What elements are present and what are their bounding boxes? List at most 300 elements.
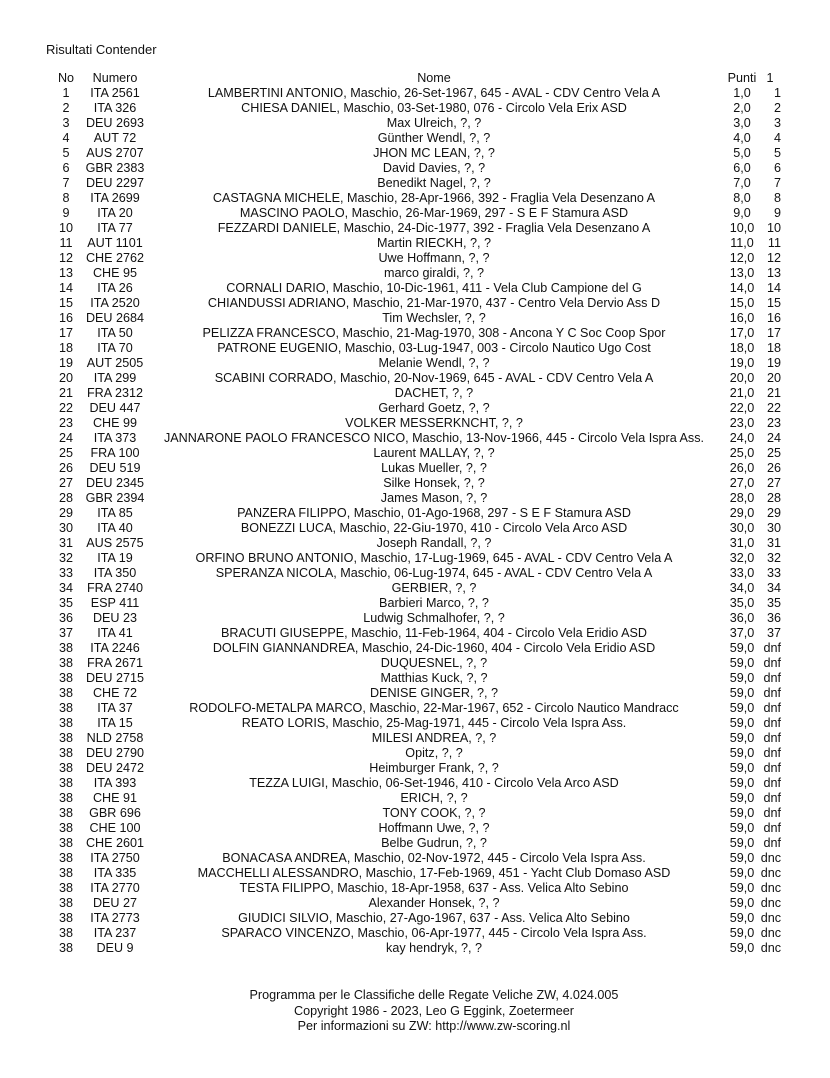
row-nome: Tim Wechsler, ?, ? [382, 311, 486, 325]
row-punti: 31,0 [729, 536, 755, 550]
row-numero: DEU 447 [89, 401, 141, 415]
row-punti: 59,0 [729, 926, 755, 940]
row-no: 38 [58, 716, 73, 730]
row-numero: ITA 70 [97, 341, 133, 355]
row-numero: ITA 26 [97, 281, 133, 295]
row-punti: 11,0 [730, 236, 754, 250]
table-row [0, 776, 830, 791]
row-race-1: dnf [763, 791, 781, 805]
row-no: 10 [58, 221, 73, 235]
row-numero: AUT 1101 [87, 236, 143, 250]
table-row [0, 926, 830, 941]
row-no: 14 [58, 281, 73, 295]
row-numero: DEU 9 [96, 941, 134, 955]
row-no: 38 [58, 656, 73, 670]
row-punti: 21,0 [729, 386, 755, 400]
row-nome: ERICH, ?, ? [400, 791, 468, 805]
table-row [0, 416, 830, 431]
row-race-1: 1 [773, 86, 781, 100]
row-punti: 59,0 [729, 641, 755, 655]
row-race-1: dnf [763, 731, 781, 745]
row-nome: kay hendryk, ?, ? [386, 941, 482, 955]
row-nome: PELIZZA FRANCESCO, Maschio, 21-Mag-1970, 308 - Ancona Y C Soc Coop Spor [202, 326, 666, 340]
row-no: 24 [58, 431, 73, 445]
header-numero: Numero [92, 71, 138, 85]
table-row [0, 116, 830, 131]
row-no: 38 [58, 761, 73, 775]
row-no: 38 [58, 941, 73, 955]
header-race-1: 1 [766, 71, 774, 85]
row-nome: David Davies, ?, ? [382, 161, 486, 175]
row-punti: 17,0 [729, 326, 755, 340]
row-nome: SPARACO VINCENZO, Maschio, 06-Apr-1977, 445 - Circolo Vela Ispra Ass. [221, 926, 647, 940]
row-no: 38 [58, 911, 73, 925]
row-punti: 22,0 [729, 401, 755, 415]
row-nome: Martin RIECKH, ?, ? [376, 236, 492, 250]
row-race-1: dnc [760, 941, 781, 955]
row-no: 38 [58, 671, 73, 685]
row-race-1: 15 [766, 296, 781, 310]
row-no: 27 [58, 476, 73, 490]
row-nome: Günther Wendl, ?, ? [377, 131, 491, 145]
table-row [0, 191, 830, 206]
table-row [0, 146, 830, 161]
row-nome: James Mason, ?, ? [380, 491, 488, 505]
row-numero: ITA 2770 [90, 881, 140, 895]
row-nome: SCABINI CORRADO, Maschio, 20-Nov-1969, 645 - AVAL - CDV Centro Vela A [214, 371, 654, 385]
row-race-1: dnf [763, 641, 781, 655]
row-punti: 59,0 [729, 656, 755, 670]
row-race-1: 21 [766, 386, 781, 400]
row-no: 33 [58, 566, 73, 580]
row-numero: ITA 2246 [90, 641, 140, 655]
footer-copyright: Copyright 1986 - 2023, Leo G Eggink, Zoetermeer [293, 1003, 575, 1018]
row-no: 30 [58, 521, 73, 535]
row-numero: DEU 23 [92, 611, 138, 625]
row-punti: 59,0 [729, 806, 755, 820]
row-numero: ITA 2520 [90, 296, 140, 310]
row-nome: Alexander Honsek, ?, ? [368, 896, 500, 910]
table-row [0, 386, 830, 401]
row-no: 9 [62, 206, 70, 220]
table-row [0, 446, 830, 461]
row-no: 38 [58, 791, 73, 805]
row-nome: BONEZZI LUCA, Maschio, 22-Giu-1970, 410 - Circolo Vela Arco ASD [240, 521, 628, 535]
row-race-1: 3 [773, 116, 781, 130]
row-numero: CHE 100 [89, 821, 141, 835]
row-nome: Uwe Hoffmann, ?, ? [378, 251, 490, 265]
row-no: 22 [58, 401, 73, 415]
row-numero: DEU 2345 [85, 476, 145, 490]
row-numero: DEU 2790 [85, 746, 145, 760]
row-race-1: 34 [766, 581, 781, 595]
row-race-1: 4 [773, 131, 781, 145]
row-race-1: dnc [760, 926, 781, 940]
row-nome: GIUDICI SILVIO, Maschio, 27-Ago-1967, 637 - Ass. Velica Alto Sebino [238, 911, 630, 925]
row-no: 12 [58, 251, 73, 265]
row-nome: Laurent MALLAY, ?, ? [373, 446, 495, 460]
header-punti: Punti [727, 71, 757, 85]
row-nome: TEZZA LUIGI, Maschio, 06-Set-1946, 410 - Circolo Vela Arco ASD [249, 776, 619, 790]
row-punti: 16,0 [729, 311, 755, 325]
table-row [0, 881, 830, 896]
row-numero: DEU 2693 [85, 116, 145, 130]
row-race-1: dnc [760, 911, 781, 925]
row-numero: ITA 2699 [90, 191, 140, 205]
row-numero: ESP 411 [90, 596, 140, 610]
row-numero: ITA 350 [93, 566, 137, 580]
row-no: 32 [58, 551, 73, 565]
row-punti: 5,0 [733, 146, 751, 160]
row-nome: TESTA FILIPPO, Maschio, 18-Apr-1958, 637 - Ass. Velica Alto Sebino [239, 881, 629, 895]
table-row [0, 911, 830, 926]
row-nome: JHON MC LEAN, ?, ? [373, 146, 495, 160]
row-punti: 30,0 [729, 521, 755, 535]
row-punti: 33,0 [729, 566, 755, 580]
row-nome: FEZZARDI DANIELE, Maschio, 24-Dic-1977, 392 - Fraglia Vela Desenzano A [217, 221, 651, 235]
table-header [0, 71, 830, 86]
row-no: 34 [58, 581, 73, 595]
row-punti: 15,0 [729, 296, 755, 310]
row-punti: 23,0 [729, 416, 755, 430]
row-numero: FRA 2671 [86, 656, 143, 670]
row-no: 4 [62, 131, 70, 145]
row-no: 5 [62, 146, 70, 160]
row-punti: 59,0 [729, 911, 755, 925]
row-no: 36 [58, 611, 73, 625]
row-numero: ITA 20 [97, 206, 133, 220]
row-nome: VOLKER MESSERKNCHT, ?, ? [345, 416, 523, 430]
row-numero: ITA 15 [97, 716, 133, 730]
row-numero: FRA 2740 [86, 581, 143, 595]
page-title: Risultati Contender [46, 42, 157, 57]
row-numero: AUS 2707 [86, 146, 144, 160]
row-no: 8 [62, 191, 70, 205]
row-numero: CHE 95 [92, 266, 138, 280]
row-punti: 18,0 [729, 341, 755, 355]
table-row [0, 266, 830, 281]
row-nome: CORNALI DARIO, Maschio, 10-Dic-1961, 411 - Vela Club Campione del G [226, 281, 642, 295]
row-no: 2 [62, 101, 70, 115]
row-race-1: dnf [763, 806, 781, 820]
row-punti: 59,0 [729, 731, 755, 745]
row-no: 35 [58, 596, 73, 610]
row-punti: 37,0 [729, 626, 755, 640]
row-punti: 34,0 [729, 581, 755, 595]
table-body [0, 86, 830, 956]
row-punti: 2,0 [733, 101, 751, 115]
row-nome: MASCINO PAOLO, Maschio, 26-Mar-1969, 297 - S E F Stamura ASD [239, 206, 629, 220]
table-row [0, 86, 830, 101]
table-row [0, 851, 830, 866]
row-no: 38 [58, 926, 73, 940]
row-numero: ITA 40 [97, 521, 133, 535]
row-numero: AUT 72 [93, 131, 137, 145]
row-race-1: dnf [763, 821, 781, 835]
row-numero: DEU 519 [89, 461, 141, 475]
row-punti: 35,0 [729, 596, 755, 610]
row-no: 17 [58, 326, 73, 340]
row-no: 38 [58, 731, 73, 745]
row-no: 28 [58, 491, 73, 505]
table-row [0, 326, 830, 341]
table-row [0, 131, 830, 146]
row-nome: CASTAGNA MICHELE, Maschio, 28-Apr-1966, 392 - Fraglia Vela Desenzano A [212, 191, 656, 205]
table-row [0, 176, 830, 191]
row-punti: 59,0 [729, 761, 755, 775]
row-no: 16 [58, 311, 73, 325]
row-no: 38 [58, 776, 73, 790]
row-race-1: dnf [763, 746, 781, 760]
row-punti: 25,0 [729, 446, 755, 460]
row-nome: CHIESA DANIEL, Maschio, 03-Set-1980, 076 - Circolo Vela Erix ASD [241, 101, 627, 115]
row-punti: 59,0 [729, 881, 755, 895]
table-row [0, 626, 830, 641]
row-race-1: 12 [766, 251, 781, 265]
row-race-1: 8 [773, 191, 781, 205]
row-no: 19 [58, 356, 73, 370]
row-numero: DEU 2715 [85, 671, 145, 685]
row-nome: Melanie Wendl, ?, ? [378, 356, 490, 370]
table-row [0, 476, 830, 491]
row-race-1: 33 [766, 566, 781, 580]
row-punti: 24,0 [729, 431, 755, 445]
row-no: 6 [62, 161, 70, 175]
row-race-1: dnc [760, 851, 781, 865]
row-race-1: 25 [766, 446, 781, 460]
row-nome: MACCHELLI ALESSANDRO, Maschio, 17-Feb-1969, 451 - Yacht Club Domaso ASD [197, 866, 671, 880]
table-row [0, 716, 830, 731]
table-row [0, 356, 830, 371]
row-punti: 59,0 [729, 671, 755, 685]
row-nome: ORFINO BRUNO ANTONIO, Maschio, 17-Lug-1969, 645 - AVAL - CDV Centro Vela A [195, 551, 673, 565]
row-no: 20 [58, 371, 73, 385]
row-no: 38 [58, 641, 73, 655]
row-nome: SPERANZA NICOLA, Maschio, 06-Lug-1974, 645 - AVAL - CDV Centro Vela A [215, 566, 653, 580]
row-no: 38 [58, 701, 73, 715]
table-row [0, 941, 830, 956]
table-row [0, 431, 830, 446]
row-race-1: dnc [760, 866, 781, 880]
table-row [0, 566, 830, 581]
table-row [0, 251, 830, 266]
table-row [0, 371, 830, 386]
row-numero: ITA 299 [93, 371, 137, 385]
row-punti: 3,0 [733, 116, 751, 130]
row-punti: 28,0 [729, 491, 755, 505]
row-race-1: dnc [760, 881, 781, 895]
row-race-1: dnf [763, 716, 781, 730]
row-nome: BONACASA ANDREA, Maschio, 02-Nov-1972, 445 - Circolo Vela Ispra Ass. [222, 851, 646, 865]
row-numero: ITA 335 [93, 866, 137, 880]
row-nome: Silke Honsek, ?, ? [383, 476, 485, 490]
table-row [0, 596, 830, 611]
table-row [0, 161, 830, 176]
row-no: 18 [58, 341, 73, 355]
row-punti: 4,0 [733, 131, 751, 145]
row-punti: 10,0 [729, 221, 755, 235]
row-no: 38 [58, 686, 73, 700]
row-nome: Matthias Kuck, ?, ? [380, 671, 488, 685]
row-nome: DACHET, ?, ? [394, 386, 474, 400]
table-row [0, 401, 830, 416]
row-punti: 6,0 [733, 161, 751, 175]
row-numero: ITA 85 [97, 506, 133, 520]
row-numero: NLD 2758 [86, 731, 144, 745]
row-no: 1 [62, 86, 70, 100]
row-numero: AUT 2505 [86, 356, 144, 370]
row-punti: 32,0 [729, 551, 755, 565]
row-race-1: 7 [773, 176, 781, 190]
row-punti: 20,0 [729, 371, 755, 385]
row-numero: ITA 77 [97, 221, 133, 235]
row-race-1: 36 [766, 611, 781, 625]
row-punti: 1,0 [733, 86, 751, 100]
footer-info: Per informazioni su ZW: http://www.zw-scoring.nl [297, 1019, 571, 1033]
row-nome: Benedikt Nagel, ?, ? [377, 176, 491, 190]
row-no: 15 [58, 296, 73, 310]
row-numero: GBR 2394 [85, 491, 145, 505]
row-race-1: 18 [766, 341, 781, 355]
row-no: 38 [58, 821, 73, 835]
row-punti: 29,0 [729, 506, 755, 520]
row-numero: ITA 37 [97, 701, 133, 715]
row-punti: 59,0 [729, 701, 755, 715]
row-nome: RODOLFO-METALPA MARCO, Maschio, 22-Mar-1967, 652 - Circolo Nautico Mandracc [189, 701, 679, 715]
row-numero: CHE 72 [92, 686, 138, 700]
row-nome: PANZERA FILIPPO, Maschio, 01-Ago-1968, 297 - S E F Stamura ASD [237, 506, 631, 520]
row-no: 3 [62, 116, 70, 130]
row-race-1: 26 [766, 461, 781, 475]
row-nome: BRACUTI GIUSEPPE, Maschio, 11-Feb-1964, 404 - Circolo Vela Eridio ASD [220, 626, 648, 640]
table-row [0, 731, 830, 746]
row-no: 38 [58, 836, 73, 850]
header-nome: Nome [417, 71, 451, 85]
row-punti: 59,0 [729, 746, 755, 760]
row-punti: 59,0 [729, 791, 755, 805]
row-numero: CHE 91 [92, 791, 138, 805]
row-race-1: 13 [766, 266, 781, 280]
row-race-1: 9 [773, 206, 781, 220]
row-nome: Joseph Randall, ?, ? [376, 536, 492, 550]
row-punti: 59,0 [729, 866, 755, 880]
row-punti: 9,0 [733, 206, 751, 220]
row-punti: 59,0 [729, 851, 755, 865]
table-row [0, 536, 830, 551]
row-no: 38 [58, 746, 73, 760]
row-punti: 26,0 [729, 461, 755, 475]
row-race-1: 24 [766, 431, 781, 445]
table-row [0, 461, 830, 476]
row-punti: 19,0 [729, 356, 755, 370]
row-nome: Heimburger Frank, ?, ? [369, 761, 499, 775]
results-table [0, 71, 830, 956]
row-numero: ITA 326 [93, 101, 137, 115]
row-punti: 36,0 [729, 611, 755, 625]
row-race-1: 28 [766, 491, 781, 505]
row-nome: Max Ulreich, ?, ? [386, 116, 482, 130]
row-nome: GERBIER, ?, ? [391, 581, 477, 595]
row-race-1: 20 [766, 371, 781, 385]
row-numero: ITA 2561 [90, 86, 140, 100]
row-numero: ITA 2750 [90, 851, 140, 865]
row-numero: DEU 27 [92, 896, 138, 910]
header-no: No [57, 71, 75, 85]
row-race-1: dnf [763, 776, 781, 790]
row-race-1: 16 [766, 311, 781, 325]
row-race-1: dnf [763, 701, 781, 715]
row-numero: GBR 2383 [85, 161, 145, 175]
row-no: 38 [58, 851, 73, 865]
row-punti: 59,0 [729, 686, 755, 700]
row-no: 25 [58, 446, 73, 460]
row-numero: ITA 41 [97, 626, 133, 640]
row-numero: CHE 99 [92, 416, 138, 430]
row-numero: FRA 100 [90, 446, 140, 460]
row-race-1: 37 [766, 626, 781, 640]
row-numero: DEU 2684 [85, 311, 145, 325]
row-no: 23 [58, 416, 73, 430]
row-race-1: 30 [766, 521, 781, 535]
table-row [0, 806, 830, 821]
row-nome: JANNARONE PAOLO FRANCESCO NICO, Maschio, 13-Nov-1966, 445 - Circolo Vela Ispra Ass. [163, 431, 705, 445]
table-row [0, 746, 830, 761]
row-nome: CHIANDUSSI ADRIANO, Maschio, 21-Mar-1970, 437 - Centro Vela Dervio Ass D [207, 296, 661, 310]
footer-program: Programma per le Classifiche delle Regate Veliche ZW, 4.024.005 [249, 988, 619, 1002]
row-race-1: 22 [766, 401, 781, 415]
row-numero: ITA 2773 [90, 911, 140, 925]
row-race-1: 27 [766, 476, 781, 490]
table-row [0, 821, 830, 836]
row-race-1: 5 [773, 146, 781, 160]
table-row [0, 611, 830, 626]
row-numero: CHE 2601 [85, 836, 145, 850]
table-row [0, 761, 830, 776]
row-no: 38 [58, 881, 73, 895]
row-race-1: 14 [766, 281, 781, 295]
table-row [0, 701, 830, 716]
row-nome: Gerhard Goetz, ?, ? [378, 401, 490, 415]
table-row [0, 686, 830, 701]
row-nome: Ludwig Schmalhofer, ?, ? [363, 611, 505, 625]
row-numero: AUS 2575 [86, 536, 144, 550]
row-punti: 59,0 [729, 821, 755, 835]
row-nome: DOLFIN GIANNANDREA, Maschio, 24-Dic-1960, 404 - Circolo Vela Eridio ASD [212, 641, 656, 655]
row-nome: DENISE GINGER, ?, ? [369, 686, 499, 700]
row-no: 31 [58, 536, 73, 550]
row-punti: 12,0 [729, 251, 755, 265]
table-row [0, 281, 830, 296]
row-numero: DEU 2472 [85, 761, 145, 775]
row-race-1: 32 [766, 551, 781, 565]
row-numero: FRA 2312 [86, 386, 143, 400]
row-punti: 7,0 [733, 176, 751, 190]
table-row [0, 341, 830, 356]
row-nome: Hoffmann Uwe, ?, ? [378, 821, 490, 835]
row-punti: 59,0 [729, 716, 755, 730]
row-race-1: dnc [760, 896, 781, 910]
row-numero: CHE 2762 [85, 251, 145, 265]
table-row [0, 206, 830, 221]
table-row [0, 896, 830, 911]
row-numero: ITA 393 [93, 776, 137, 790]
row-race-1: dnf [763, 671, 781, 685]
row-no: 38 [58, 896, 73, 910]
row-no: 26 [58, 461, 73, 475]
row-race-1: 29 [766, 506, 781, 520]
table-row [0, 656, 830, 671]
row-numero: ITA 19 [97, 551, 133, 565]
